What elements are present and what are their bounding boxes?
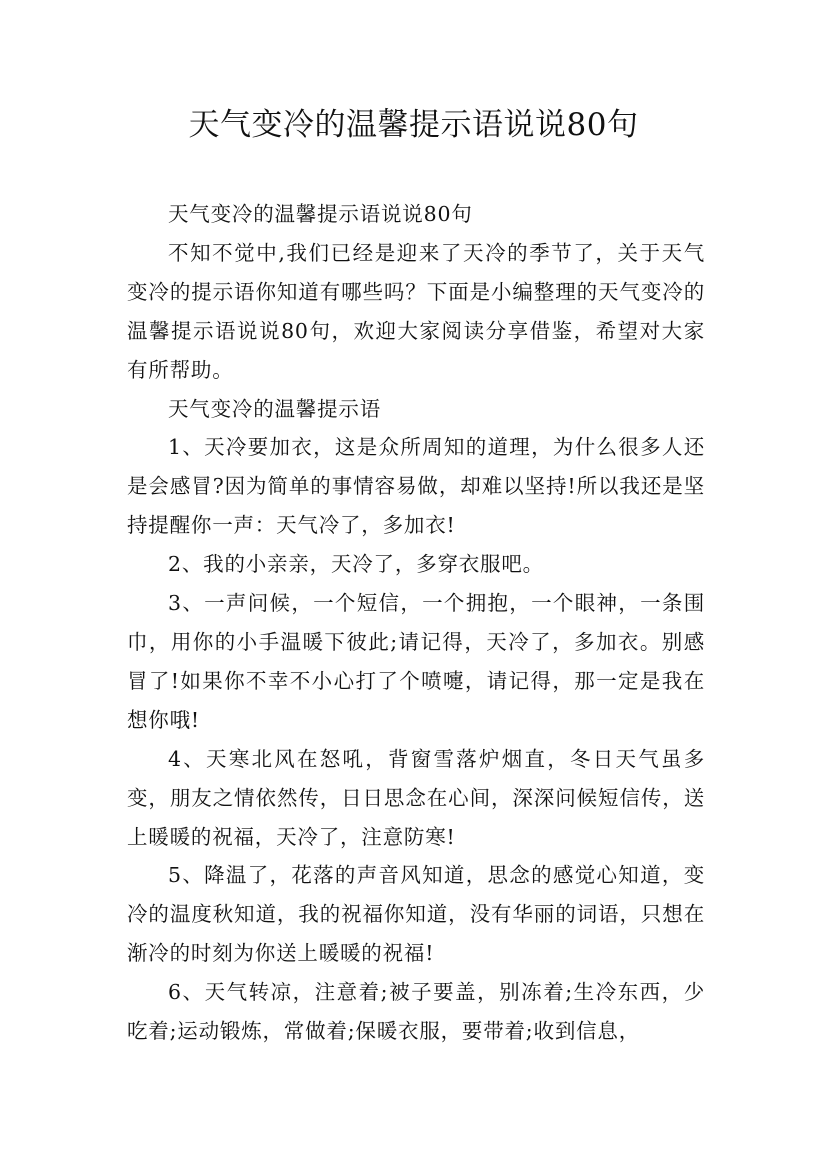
document-title: 天气变冷的温馨提示语说说80句 xyxy=(188,107,639,143)
document-body xyxy=(127,195,705,1051)
list-item-4: 4、天寒北风在怒吼，背窗雪落炉烟直，冬日天气虽多变，朋友之情依然传，日日思念在心间，深深问候短信传，送上暖暖的祝福，天冷了，注意防寒! xyxy=(127,746,705,849)
paragraph-intro: 不知不觉中,我们已经是迎来了天冷的季节了，关于天气变冷的提示语你知道有哪些吗？下面是小编整理的天气变冷的温馨提示语说说80句，欢迎大家阅读分享借鉴，希望对大家有所帮助。 xyxy=(127,240,705,382)
list-item-1: 1、天冷要加衣，这是众所周知的道理，为什么很多人还是会感冒?因为简单的事情容易做，却难以坚持!所以我还是坚持提醒你一声：天气冷了，多加衣! xyxy=(127,435,705,538)
section-heading: 天气变冷的温馨提示语 xyxy=(168,396,381,421)
list-item-5: 5、降温了，花落的声音风知道，思念的感觉心知道，变冷的温度秋知道，我的祝福你知道，没有华丽的词语，只想在渐冷的时刻为你送上暖暖的祝福! xyxy=(127,863,705,966)
list-item-3: 3、一声问候，一个短信，一个拥抱，一个眼神，一条围巾，用你的小手温暖下彼此;请记得，天冷了，多加衣。别感冒了!如果你不幸不小心打了个喷嚏，请记得，那一定是我在想你哦! xyxy=(127,591,705,732)
list-item-6: 6、天气转凉，注意着;被子要盖，别冻着;生冷东西，少吃着;运动锻炼，常做着;保暖衣服，要带着;收到信息， xyxy=(127,980,705,1044)
paragraph-subtitle: 天气变冷的温馨提示语说说80句 xyxy=(168,202,473,226)
list-item-2: 2、我的小亲亲，天冷了，多穿衣服吧。 xyxy=(168,552,544,577)
